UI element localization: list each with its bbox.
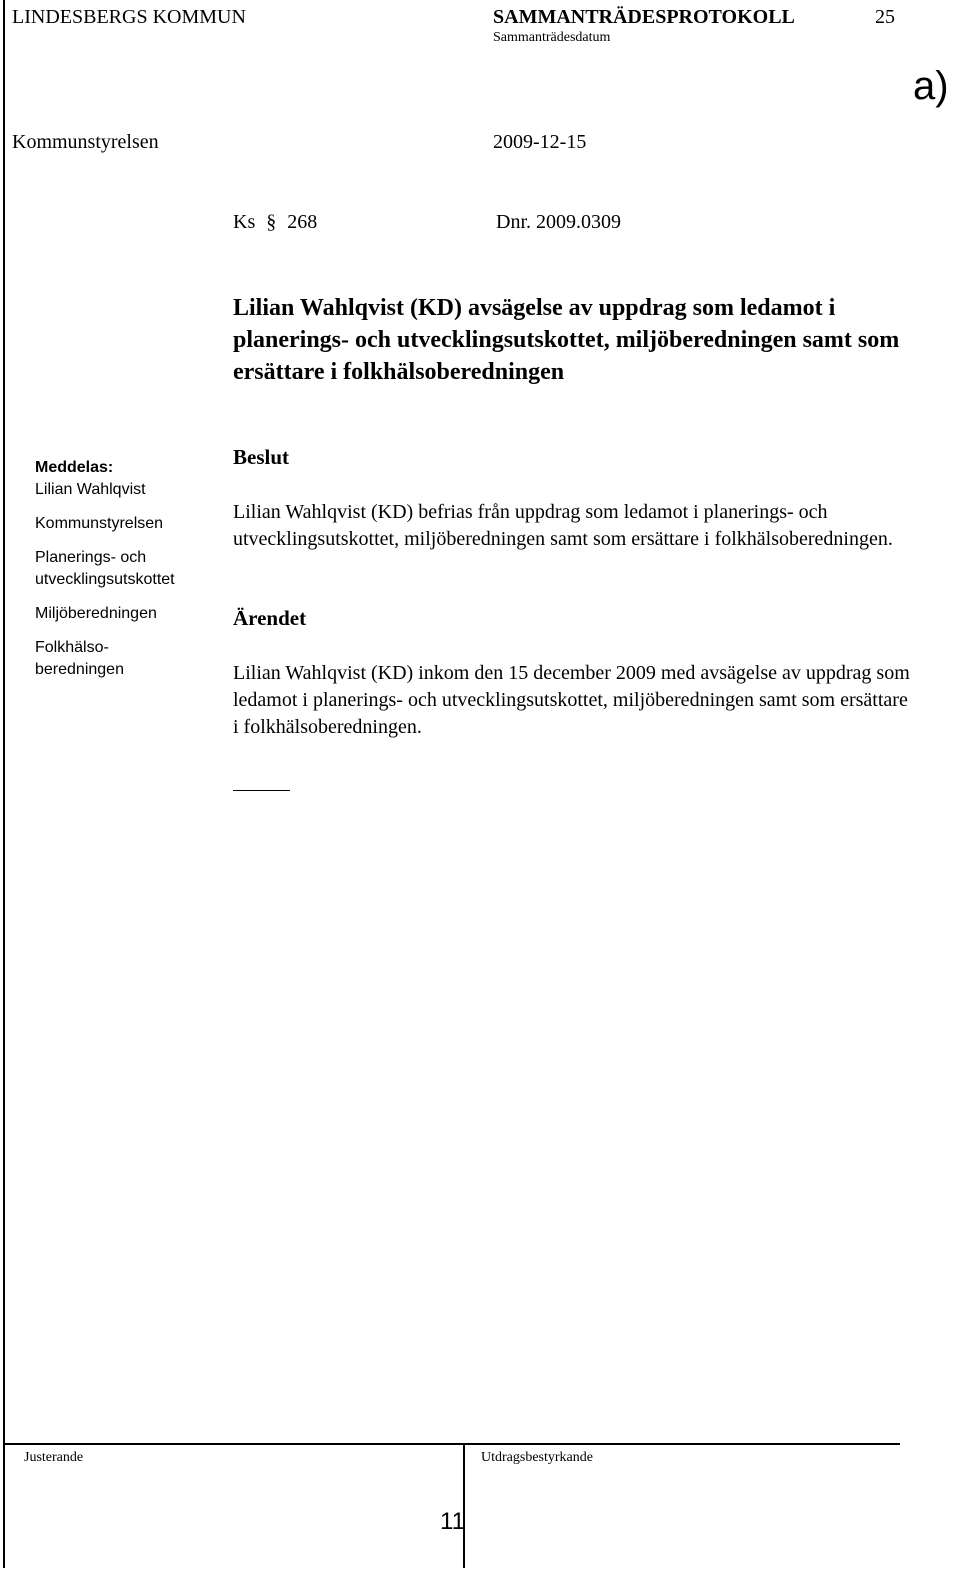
section-number: 268 [287,211,318,233]
end-rule [233,790,290,791]
section-symbol: § [266,211,277,233]
extract-certifier-label: Utdragsbestyrkande [481,1450,593,1465]
matter-heading: Ärendet [233,606,307,630]
distribution-item: Planerings- och utvecklingsutskottet [35,549,175,588]
distribution-item: Miljöberedningen [35,605,157,622]
case-prefix: Ks [233,211,256,233]
distribution-list [35,457,225,681]
meeting-date-label: Sammanträdesdatum [493,30,611,45]
committee-name: Kommunstyrelsen [12,131,159,153]
page-number: 25 [875,6,895,28]
document-type: SAMMANTRÄDESPROTOKOLL [493,6,795,28]
footer-rule [3,1443,900,1445]
decision-text: Lilian Wahlqvist (KD) befrias från uppdrag som ledamot i planerings- och utvecklingsutskottet, miljöberedningen samt som ersättare i folkhälsoberedningen. [233,501,893,550]
distribution-label: Meddelas: [35,459,114,476]
page-title: Lilian Wahlqvist (KD) avsägelse av uppdrag som ledamot i planerings- och utvecklingsutskottet, miljöberedningen samt som ersättare i folkhälsoberedningen [233,295,900,385]
left-margin-rule [3,0,5,1568]
dnr-number: Dnr. 2009.0309 [496,211,621,233]
corner-mark: a) [913,64,949,108]
case-reference [233,211,317,234]
matter-text: Lilian Wahlqvist (KD) inkom den 15 december 2009 med avsägelse av uppdrag som ledamot i planerings- och utvecklingsutskottet, miljöberedningen samt som ersättare i folkhälsoberedningen. [233,662,910,738]
meeting-date: 2009-12-15 [493,131,587,153]
distribution-item: Kommunstyrelsen [35,515,164,532]
distribution-item: Lilian Wahlqvist [35,481,146,498]
decision-heading: Beslut [233,445,290,469]
municipality-name: LINDESBERGS KOMMUN [12,6,246,28]
footer-page-mark: 11 [440,1508,465,1535]
adjuster-label: Justerande [24,1450,84,1465]
distribution-item: Folkhälso- beredningen [35,639,124,678]
footer-divider [463,1443,465,1568]
